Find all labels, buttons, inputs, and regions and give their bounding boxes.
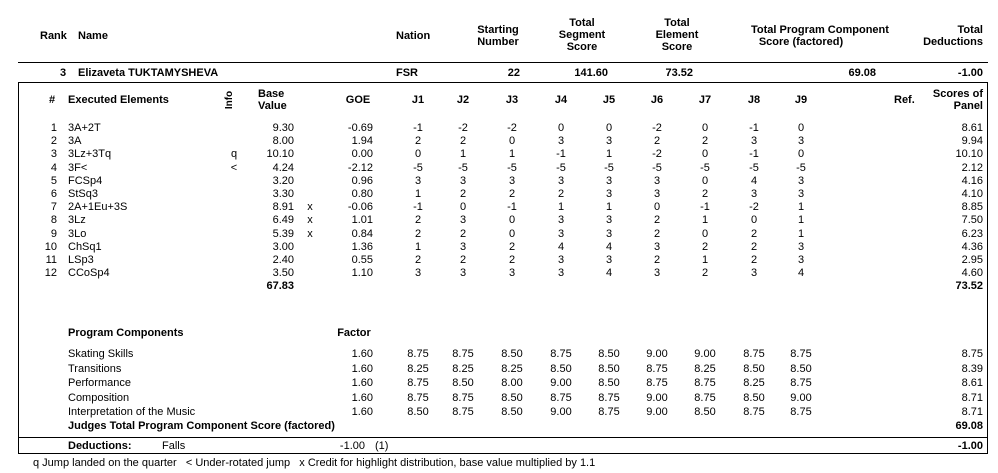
element-judge-score: -1 — [413, 201, 423, 213]
element-num: 9 — [50, 228, 57, 240]
element-judge-score: 3 — [797, 241, 805, 253]
element-judge-score: 3 — [459, 214, 467, 226]
element-judge-score: 3 — [605, 135, 613, 147]
component-judge-score: 8.50 — [407, 406, 429, 418]
component-factor: 1.60 — [351, 406, 373, 418]
component-judge-score: 9.00 — [646, 392, 668, 404]
element-panel-score: 8.61 — [961, 122, 983, 134]
component-factor: 1.60 — [351, 392, 373, 404]
component-judge-score: 8.00 — [501, 377, 523, 389]
element-base-value: 2.40 — [272, 254, 294, 266]
element-name: 3Lo — [68, 228, 87, 240]
element-goe: 1.01 — [351, 214, 373, 226]
element-judge-score: 1 — [508, 148, 516, 160]
element-judge-score: 0 — [701, 228, 709, 240]
element-info: < — [230, 162, 238, 174]
element-base-value: 8.00 — [272, 135, 294, 147]
element-judge-score: 2 — [701, 135, 709, 147]
component-panel-score: 8.71 — [961, 406, 983, 418]
element-judge-score: -5 — [507, 162, 517, 174]
component-judge-score: 9.00 — [646, 406, 668, 418]
element-base-value: 10.10 — [266, 148, 294, 160]
element-judge-score: 2 — [750, 254, 758, 266]
element-judge-score: -5 — [700, 162, 710, 174]
component-judge-score: 8.75 — [694, 392, 716, 404]
element-judge-score: 3 — [797, 135, 805, 147]
element-goe: 0.96 — [351, 175, 373, 187]
element-judge-score: -2 — [652, 148, 662, 160]
pc-header-title: Program Components — [68, 327, 184, 339]
element-judge-score: 3 — [557, 267, 565, 279]
element-judge-score: 3 — [459, 175, 467, 187]
component-name: Performance — [68, 377, 131, 389]
element-judge-score: -2 — [749, 201, 759, 213]
element-judge-score: 3 — [750, 135, 758, 147]
element-goe: 1.36 — [351, 241, 373, 253]
component-judge-score: 8.50 — [598, 363, 620, 375]
element-num: 4 — [50, 162, 57, 174]
element-goe: -0.69 — [347, 122, 373, 134]
component-panel-score: 8.71 — [961, 392, 983, 404]
element-num: 10 — [44, 241, 57, 253]
element-judge-score: 3 — [459, 267, 467, 279]
element-judge-score: 3 — [557, 254, 565, 266]
element-judge-score: -5 — [413, 162, 423, 174]
element-judge-score: 0 — [797, 122, 805, 134]
elements-header-judge-1: J1 — [411, 94, 425, 106]
header-total-deductions: Total Deductions — [923, 24, 983, 48]
component-judge-score: 8.50 — [550, 363, 572, 375]
element-base-value: 3.20 — [272, 175, 294, 187]
element-judge-score: -2 — [458, 122, 468, 134]
element-goe: -0.06 — [347, 201, 373, 213]
element-judge-score: 1 — [797, 228, 805, 240]
element-base-value: 3.30 — [272, 188, 294, 200]
element-judge-score: 2 — [701, 267, 709, 279]
deductions-value: -1.00 — [339, 440, 365, 452]
element-info: q — [230, 148, 238, 160]
element-judge-score: 1 — [701, 254, 709, 266]
component-name: Skating Skills — [68, 348, 134, 360]
component-panel-score: 8.61 — [961, 377, 983, 389]
element-bonus: x — [307, 228, 313, 240]
element-judge-score: 4 — [750, 175, 758, 187]
element-judge-score: 2 — [414, 214, 422, 226]
element-judge-score: 3 — [797, 188, 805, 200]
component-judge-score: 8.75 — [550, 348, 572, 360]
element-judge-score: 4 — [797, 267, 805, 279]
component-judge-score: 8.50 — [694, 406, 716, 418]
elements-total: 73.52 — [955, 280, 983, 292]
component-judge-score: 8.25 — [452, 363, 474, 375]
pc-header-factor: Factor — [337, 327, 371, 339]
component-judge-score: 8.50 — [598, 348, 620, 360]
element-judge-score: 1 — [605, 201, 613, 213]
element-judge-score: 3 — [750, 267, 758, 279]
element-judge-score: 0 — [701, 122, 709, 134]
element-judge-score: 3 — [557, 214, 565, 226]
element-judge-score: -2 — [652, 122, 662, 134]
component-judge-score: 8.75 — [407, 348, 429, 360]
element-judge-score: 3 — [653, 188, 661, 200]
element-judge-score: 4 — [605, 267, 613, 279]
element-judge-score: 2 — [653, 214, 661, 226]
component-judge-score: 8.75 — [598, 392, 620, 404]
element-num: 11 — [45, 254, 57, 266]
elements-header-base-value: Base Value — [258, 88, 287, 112]
component-judge-score: 8.75 — [646, 377, 668, 389]
elements-header-judge-9: J9 — [794, 94, 808, 106]
base-value-total: 67.83 — [266, 280, 294, 292]
element-panel-score: 4.36 — [961, 241, 983, 253]
element-panel-score: 8.85 — [961, 201, 983, 213]
component-judge-score: 8.50 — [790, 363, 812, 375]
header-name: Name — [78, 30, 108, 42]
header-total-element-score: Total Element Score — [655, 17, 699, 53]
component-judge-score: 8.50 — [501, 348, 523, 360]
component-panel-score: 8.39 — [961, 363, 983, 375]
element-judge-score: 2 — [459, 135, 467, 147]
element-judge-score: 0 — [653, 201, 661, 213]
element-base-value: 6.49 — [272, 214, 294, 226]
element-judge-score: 1 — [459, 148, 467, 160]
component-factor: 1.60 — [351, 363, 373, 375]
component-judge-score: 8.75 — [790, 377, 812, 389]
element-goe: 1.10 — [351, 267, 373, 279]
element-judge-score: 2 — [653, 228, 661, 240]
component-judge-score: 8.75 — [743, 406, 765, 418]
element-judge-score: 3 — [508, 267, 516, 279]
elements-header-ref: Ref. — [894, 94, 915, 106]
elements-header-num: # — [49, 94, 56, 106]
component-judge-score: 8.75 — [790, 406, 812, 418]
component-factor: 1.60 — [351, 377, 373, 389]
component-judge-score: 8.50 — [501, 406, 523, 418]
header-total-segment-score: Total Segment Score — [558, 17, 606, 53]
skater-total-segment-score: 141.60 — [574, 67, 608, 79]
element-judge-score: 3 — [459, 241, 467, 253]
element-judge-score: 0 — [459, 201, 467, 213]
elements-header-judge-2: J2 — [456, 94, 470, 106]
element-panel-score: 9.94 — [961, 135, 983, 147]
element-judge-score: 0 — [508, 135, 516, 147]
component-judge-score: 9.00 — [550, 377, 572, 389]
component-name: Interpretation of the Music — [68, 406, 196, 418]
element-num: 8 — [50, 214, 57, 226]
element-name: 3A — [68, 135, 82, 147]
element-judge-score: 2 — [508, 188, 516, 200]
element-panel-score: 7.50 — [961, 214, 983, 226]
component-judge-score: 8.50 — [452, 377, 474, 389]
element-judge-score: 2 — [414, 254, 422, 266]
elements-header-executed: Executed Elements — [68, 94, 169, 106]
element-judge-score: 0 — [414, 148, 422, 160]
component-judge-score: 8.75 — [598, 406, 620, 418]
skater-nation: FSR — [396, 67, 418, 79]
skater-total-deductions: -1.00 — [957, 67, 983, 79]
component-judge-score: 9.00 — [550, 406, 572, 418]
element-goe: 0.80 — [351, 188, 373, 200]
judges-total-label: Judges Total Program Component Score (factored) — [68, 420, 335, 432]
component-judge-score: 9.00 — [790, 392, 812, 404]
element-judge-score: -1 — [507, 201, 517, 213]
header-rank: Rank — [40, 30, 67, 42]
component-judge-score: 8.50 — [598, 377, 620, 389]
element-panel-score: 6.23 — [961, 228, 983, 240]
element-judge-score: -5 — [749, 162, 759, 174]
component-judge-score: 8.50 — [743, 363, 765, 375]
component-name: Composition — [68, 392, 130, 404]
element-bonus: x — [307, 214, 313, 226]
elements-header-judge-4: J4 — [554, 94, 568, 106]
element-judge-score: 0 — [557, 122, 565, 134]
deductions-type: Falls — [162, 440, 186, 452]
element-goe: 0.84 — [351, 228, 373, 240]
element-name: FCSp4 — [68, 175, 103, 187]
element-judge-score: 3 — [750, 188, 758, 200]
footnote: q Jump landed on the quarter < Under-rotated jump x Credit for highlight distribution, base value multiplied by 1.1 — [33, 457, 596, 469]
component-judge-score: 8.75 — [646, 363, 668, 375]
component-panel-score: 8.75 — [961, 348, 983, 360]
element-judge-score: 3 — [605, 214, 613, 226]
element-judge-score: -1 — [413, 122, 423, 134]
component-factor: 1.60 — [351, 348, 373, 360]
element-judge-score: -5 — [604, 162, 614, 174]
component-name: Transitions — [68, 363, 122, 375]
component-judge-score: 8.75 — [790, 348, 812, 360]
skater-top-line — [18, 62, 988, 63]
component-judge-score: 9.00 — [646, 348, 668, 360]
element-judge-score: -1 — [749, 148, 759, 160]
element-num: 6 — [50, 188, 57, 200]
element-judge-score: 3 — [653, 267, 661, 279]
element-name: 3Lz — [68, 214, 86, 226]
elements-header-goe: GOE — [345, 94, 371, 106]
element-base-value: 5.39 — [272, 228, 294, 240]
element-panel-score: 10.10 — [955, 148, 983, 160]
element-judge-score: 3 — [557, 175, 565, 187]
component-judge-score: 8.75 — [452, 392, 474, 404]
element-goe: 0.00 — [351, 148, 373, 160]
element-num: 1 — [50, 122, 57, 134]
element-panel-score: 4.60 — [961, 267, 983, 279]
element-goe: 1.94 — [351, 135, 373, 147]
component-judge-score: 8.75 — [452, 406, 474, 418]
element-judge-score: 4 — [557, 241, 565, 253]
element-judge-score: 3 — [653, 175, 661, 187]
skater-total-pcs: 69.08 — [848, 67, 876, 79]
element-judge-score: 2 — [653, 254, 661, 266]
element-judge-score: 2 — [508, 241, 516, 253]
element-judge-score: 3 — [797, 254, 805, 266]
component-judge-score: 8.25 — [501, 363, 523, 375]
element-judge-score: 3 — [653, 241, 661, 253]
skater-starting-number: 22 — [507, 67, 520, 79]
element-num: 3 — [50, 148, 57, 160]
element-num: 7 — [50, 201, 57, 213]
component-judge-score: 8.25 — [694, 363, 716, 375]
element-panel-score: 2.95 — [961, 254, 983, 266]
element-judge-score: 3 — [605, 175, 613, 187]
element-panel-score: 4.16 — [961, 175, 983, 187]
element-judge-score: 2 — [459, 188, 467, 200]
element-judge-score: 3 — [414, 267, 422, 279]
deductions-label: Deductions: — [68, 440, 132, 452]
element-name: 2A+1Eu+3S — [68, 201, 128, 213]
component-judge-score: 8.25 — [407, 363, 429, 375]
element-judge-score: 2 — [459, 254, 467, 266]
element-judge-score: 2 — [508, 254, 516, 266]
element-judge-score: 1 — [701, 214, 709, 226]
component-judge-score: 9.00 — [694, 348, 716, 360]
component-judge-score: 8.25 — [743, 377, 765, 389]
component-judge-score: 8.50 — [501, 392, 523, 404]
element-name: 3A+2T — [68, 122, 101, 134]
element-base-value: 9.30 — [272, 122, 294, 134]
element-judge-score: 3 — [557, 135, 565, 147]
element-judge-score: 1 — [797, 201, 805, 213]
elements-header-scores: Scores of Panel — [932, 88, 983, 112]
element-base-value: 4.24 — [272, 162, 294, 174]
element-base-value: 3.50 — [272, 267, 294, 279]
elements-header-judge-5: J5 — [602, 94, 616, 106]
element-name: ChSq1 — [68, 241, 102, 253]
element-judge-score: -5 — [556, 162, 566, 174]
component-judge-score: 8.75 — [452, 348, 474, 360]
elements-header-judge-7: J7 — [698, 94, 712, 106]
component-judge-score: 8.75 — [550, 392, 572, 404]
element-name: 3Lz+3Tq — [68, 148, 112, 160]
deductions-count: (1) — [375, 440, 389, 452]
element-judge-score: 2 — [701, 188, 709, 200]
element-judge-score: 1 — [414, 241, 422, 253]
element-base-value: 8.91 — [272, 201, 294, 213]
element-judge-score: 3 — [605, 228, 613, 240]
element-judge-score: 2 — [459, 228, 467, 240]
header-nation: Nation — [396, 30, 431, 42]
element-judge-score: -1 — [556, 148, 566, 160]
element-judge-score: -5 — [652, 162, 662, 174]
element-judge-score: 2 — [750, 228, 758, 240]
element-judge-score: 2 — [653, 135, 661, 147]
judges-total-value: 69.08 — [955, 420, 983, 432]
element-num: 5 — [50, 175, 57, 187]
element-judge-score: 3 — [797, 175, 805, 187]
skater-rank: 3 — [60, 67, 67, 79]
header-total-pcs: Total Program Component Score (factored) — [751, 24, 889, 48]
element-name: LSp3 — [68, 254, 94, 266]
component-judge-score: 8.75 — [407, 377, 429, 389]
element-judge-score: -1 — [749, 122, 759, 134]
element-judge-score: 3 — [414, 175, 422, 187]
element-panel-score: 2.12 — [961, 162, 983, 174]
element-num: 12 — [44, 267, 57, 279]
element-goe: 0.55 — [351, 254, 373, 266]
element-bonus: x — [307, 201, 313, 213]
header-starting-number: Starting Number — [477, 24, 519, 48]
element-judge-score: 2 — [750, 241, 758, 253]
element-judge-score: 2 — [701, 241, 709, 253]
element-judge-score: 3 — [557, 228, 565, 240]
element-judge-score: 2 — [557, 188, 565, 200]
element-judge-score: 1 — [797, 214, 805, 226]
element-judge-score: 0 — [605, 122, 613, 134]
element-name: 3F< — [68, 162, 88, 174]
element-judge-score: 0 — [750, 214, 758, 226]
skater-total-element-score: 73.52 — [665, 67, 693, 79]
elements-header-judge-3: J3 — [505, 94, 519, 106]
element-base-value: 3.00 — [272, 241, 294, 253]
element-judge-score: 1 — [557, 201, 565, 213]
element-judge-score: -5 — [458, 162, 468, 174]
component-judge-score: 8.50 — [743, 392, 765, 404]
deductions-total: -1.00 — [957, 440, 983, 452]
element-judge-score: -1 — [700, 201, 710, 213]
elements-header-judge-6: J6 — [650, 94, 664, 106]
element-judge-score: 1 — [414, 188, 422, 200]
skater-name: Elizaveta TUKTAMYSHEVA — [78, 67, 219, 79]
element-judge-score: 0 — [701, 175, 709, 187]
element-name: CCoSp4 — [68, 267, 110, 279]
element-judge-score: 2 — [414, 135, 422, 147]
element-goe: -2.12 — [347, 162, 373, 174]
element-judge-score: 0 — [797, 148, 805, 160]
element-judge-score: 0 — [701, 148, 709, 160]
element-judge-score: 3 — [508, 175, 516, 187]
element-judge-score: 1 — [605, 148, 613, 160]
element-judge-score: -5 — [796, 162, 806, 174]
component-judge-score: 8.75 — [407, 392, 429, 404]
element-judge-score: 2 — [414, 228, 422, 240]
elements-header-info: Info — [224, 90, 236, 110]
element-num: 2 — [50, 135, 57, 147]
element-name: StSq3 — [68, 188, 98, 200]
component-judge-score: 8.75 — [694, 377, 716, 389]
element-judge-score: 3 — [605, 188, 613, 200]
component-judge-score: 8.75 — [743, 348, 765, 360]
element-judge-score: 0 — [508, 228, 516, 240]
element-judge-score: -2 — [507, 122, 517, 134]
elements-header-judge-8: J8 — [747, 94, 761, 106]
element-judge-score: 0 — [508, 214, 516, 226]
element-panel-score: 4.10 — [961, 188, 983, 200]
element-judge-score: 3 — [605, 254, 613, 266]
element-judge-score: 4 — [605, 241, 613, 253]
